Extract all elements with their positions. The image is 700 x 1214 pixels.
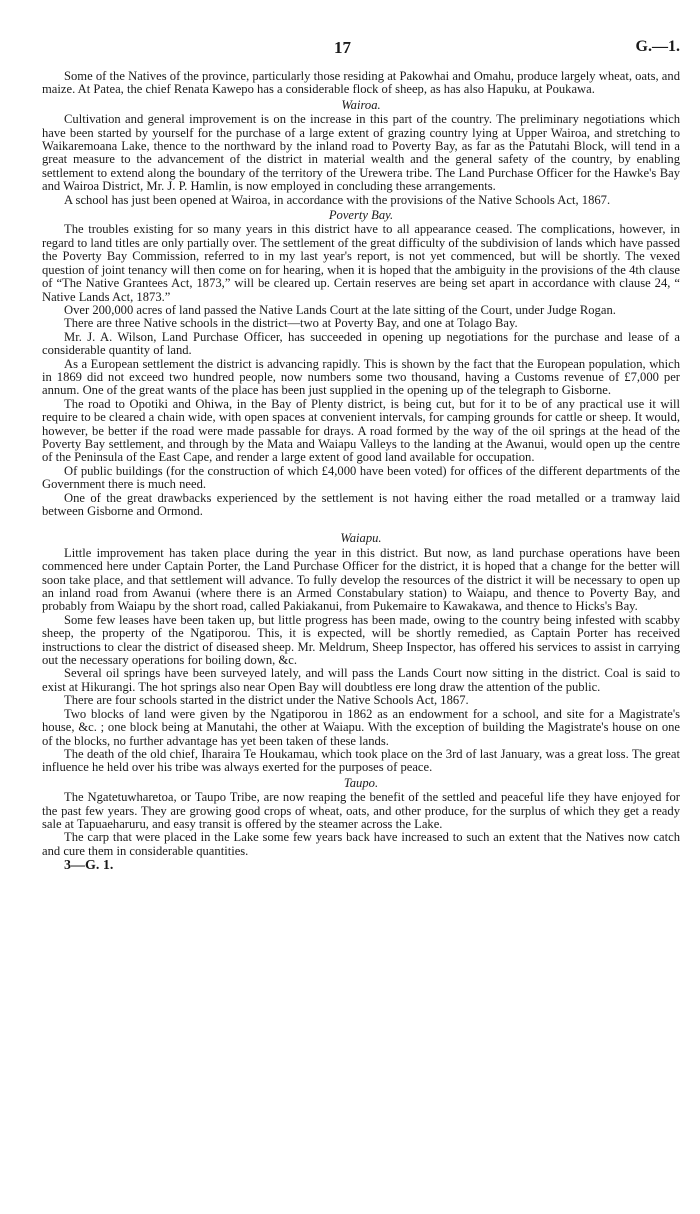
paragraph: Mr. J. A. Wilson, Land Purchase Officer, has succeeded in opening up negotiations for the purchase and lease of a considerable quantity of land. — [42, 329, 680, 358]
paragraph: As a European settlement the district is advancing rapidly. This is shown by the fact that the European population, which in 1869 did not exceed two hundred people, now numbers some two thousand, having a Customs revenue of £7,000 per annum. One of the great wants of the place has been just supplied in the opening up of the telegraph to Gisborne. — [42, 356, 680, 398]
paragraph: A school has just been opened at Wairoa, in accordance with the provisions of the Native Schools Act, 1867. — [64, 192, 611, 207]
paragraph: Some few leases have been taken up, but little progress has been made, owing to the country being infested with scabby sheep, the property of the Ngatiporou. This, it is expected, will be shortly remedied, as Captain Porter has received instructions to clear the district of diseased sheep. Mr. Meldrum, Sheep Inspector, has offered his services to assist in carrying out the necessary operations for boiling down, &c. — [42, 612, 680, 668]
document-body — [42, 70, 680, 874]
section-heading-waiapu: Waiapu. — [340, 531, 382, 546]
paragraph: Little improvement has taken place during the year in this district. But now, as land purchase operations have been commenced here under Captain Porter, the Land Purchase Officer for the district, it is hoped that a change for the better will soon take place, and that settlement will advance. To fully develop the resources of the district it will be necessary to open up an inland road from Awanui (where there is an Armed Constabulary station) to Waiapu, and thence to Poverty Bay, and probably from Waiapu by the short road, called Pakiakanui, from Pukemaire to Kawakawa, and thence to Hicks's Bay. — [42, 545, 680, 614]
paragraph: The death of the old chief, Iharaira Te Houkamau, which took place on the 3rd of last January, was a great loss. The great influence he held over his tribe was always exerted for the purposes of peace. — [42, 746, 680, 775]
page-header — [0, 38, 700, 58]
intro-paragraph: Some of the Natives of the province, particularly those residing at Pakowhai and Omahu, produce largely wheat, oats, and maize. At Patea, the chief Renata Kawepo has a considerable flock of sheep, as has also Hapuku, at Poukawa. — [42, 69, 680, 97]
section-heading-wairoa: Wairoa. — [341, 97, 381, 112]
page-number: 17 — [334, 38, 351, 57]
paragraph: Over 200,000 acres of land passed the Native Lands Court at the late sitting of the Court, under Judge Rogan. — [64, 302, 616, 317]
paragraph: Cultivation and general improvement is on the increase in this part of the country. The preliminary negotiations which have been started by yourself for the purchase of a large extent of grazing country lying at Upper Wairoa, and stretching to Waikaremoana Lake, thence to the northward by the inland road to Poverty Bay, as far as the Patutahi Block, will tend in a great measure to the advancement of the district in material wealth and the general safety of the country, by enabling settlement to extend along the boundary of the territory of the Urewera tribe. The Land Purchase Officer for the Hawke's Bay and Wairoa District, Mr. J. P. Hamlin, is now employed in concluding these arrangements. — [42, 112, 680, 194]
paragraph: Several oil springs have been surveyed lately, and will pass the Lands Court now sitting in the district. Coal is said to exist at Hikurangi. The hot springs also near Open Bay will doubtless ere long draw the attention of the public. — [42, 666, 680, 694]
paragraph: The Ngatetuwharetoa, or Taupo Tribe, are now reaping the benefit of the settled and peaceful life they have enjoyed for the past few years. They are growing good crops of wheat, oats, and other produce, for the surplus of which they get a ready sale at Tapuaeharuru, and easy transit is offered by the steamer across the Lake. — [42, 790, 680, 831]
paragraph: There are four schools started in the district under the Native Schools Act, 1867. — [64, 693, 469, 708]
paragraph: There are three Native schools in the district—two at Poverty Bay, and one at Tolago Bay. — [64, 316, 518, 331]
section-heading-poverty-bay: Poverty Bay. — [328, 208, 394, 223]
paragraph: The carp that were placed in the Lake some few years back have increased to such an extent that the Natives now catch and cure them in considerable quantities. — [42, 830, 680, 858]
document-reference: G.—1. — [635, 38, 680, 55]
paragraph: Two blocks of land were given by the Ngatiporou in 1862 as an endowment for a school, and site for a Magistrate's house, &c. ; one block being at Manutahi, the other at Waiapu. With the exception of building the Magistrate's house on one of the blocks, no further advantage has yet been taken of these lands. — [42, 706, 680, 748]
paragraph: One of the great drawbacks experienced by the settlement is not having either the road metalled or a tramway laid between Gisborne and Ormond. — [42, 490, 680, 518]
section-heading-taupo: Taupo. — [343, 775, 379, 790]
signature-mark: 3—G. 1. — [64, 858, 114, 874]
paragraph: The troubles existing for so many years in this district have to all appearance ceased. The complications, however, in regard to land titles are only partially over. The settlement of the great difficulty of the subdivision of lands which have passed the Poverty Bay Commission, referred to in my last year's report, is not yet commenced, but will be shortly. The vexed question of joint tenancy will then come on for hearing, when it is hoped that the ambiguity in the provisions of the 4th clause of “The Native Grantees Act, 1873,” will be cleared up. Certain reserves are being set apart in accordance with clause 24, “ Native Lands Act, 1873.” — [42, 222, 680, 304]
paragraph: The road to Opotiki and Ohiwa, in the Bay of Plenty district, is being cut, but for it to be of any practical use it will require to be cleared a chain wide, with open spaces at convenient intervals, for camping grounds for cattle or sheep. It would, however, be better if the road were made passable for drays. A road formed by the way of the oil springs at the head of the Poverty Bay settlement, and through by the Mata and Waiapu Valleys to the landing at the Awanui, would open up the centre of the Peninsula of the East Cape, and render a large extent of good land available for occupation. — [42, 396, 680, 465]
paragraph: Of public buildings (for the construction of which £4,000 have been voted) for offices of the different departments of the Government there is much need. — [42, 463, 680, 492]
